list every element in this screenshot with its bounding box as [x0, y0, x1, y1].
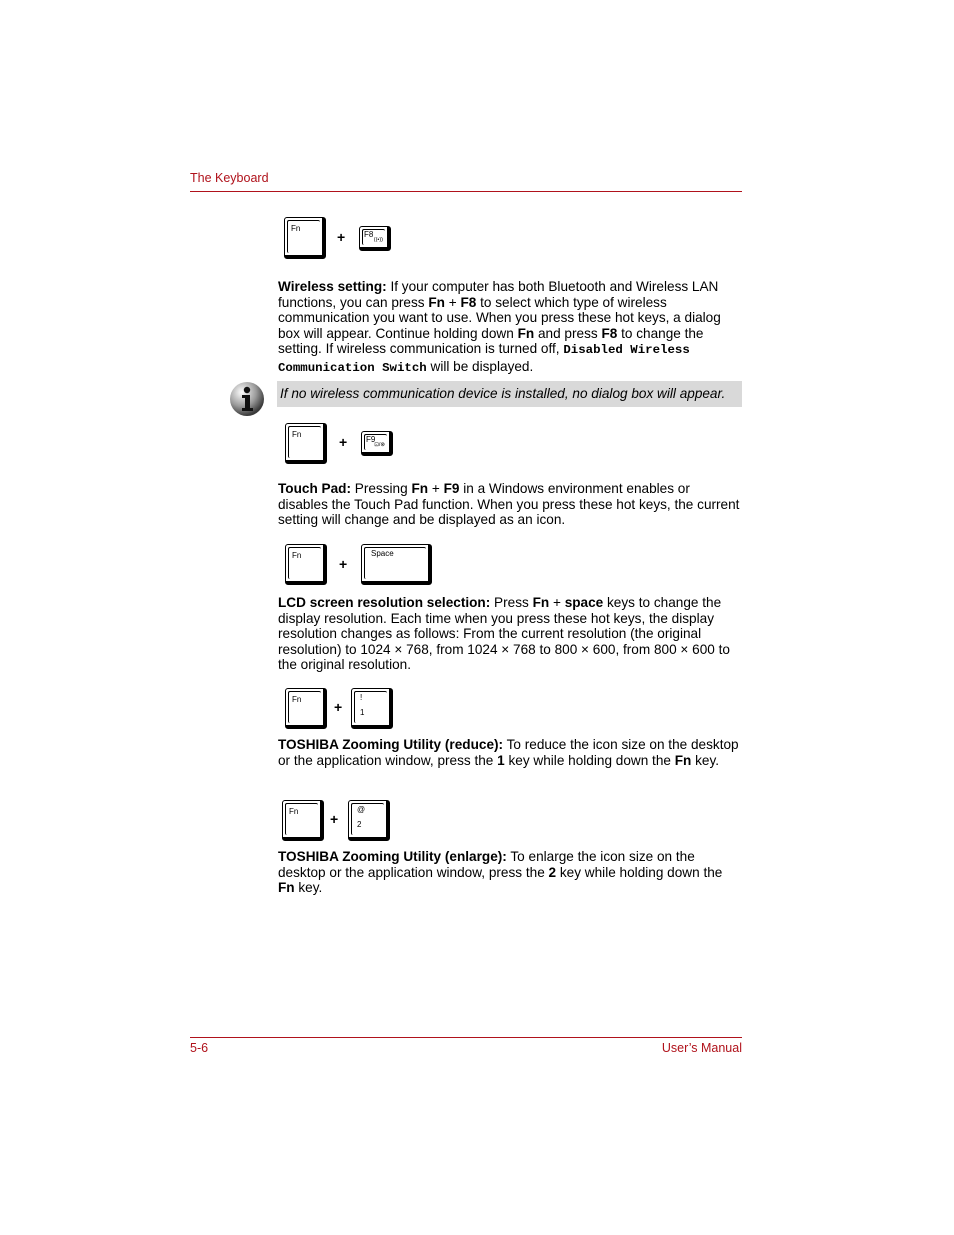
- header-rule: [190, 191, 742, 192]
- lcd-resolution-paragraph: LCD screen resolution selection: Press Fn + space keys to change the display resolution. Each time when you press these hot keys, the display resolution changes as follows: From the current resolution (the original resolution) to 1024 × 768, from 1024 × 768 to 800 × 600, from 800 × 600 to the original resolution.: [278, 595, 730, 673]
- running-header: The Keyboard: [190, 171, 269, 185]
- plus-sign: +: [330, 811, 339, 827]
- info-icon: [229, 381, 265, 417]
- touch-pad-paragraph: Touch Pad: Pressing Fn + F9 in a Windows environment enables or disables the Touch Pad function. When you press these hot keys, the current setting will change and be displayed as an icon.: [278, 481, 740, 528]
- space-key: Space: [361, 544, 432, 585]
- f8-key: F8 ((•)): [359, 226, 391, 251]
- one-key: ! 1: [351, 688, 393, 729]
- two-key: @ 2: [348, 800, 390, 841]
- fn-key: Fn: [282, 800, 324, 841]
- wireless-icon: ((•)): [373, 237, 383, 243]
- plus-sign: +: [339, 556, 348, 572]
- wireless-setting-paragraph: Wireless setting: If your computer has both Bluetooth and Wireless LAN functions, you can press Fn + F8 to select which type of wireless communication you want to use. When you press these hot keys, a dialog box will appear. Continue holding down Fn and press F8 to change the setting. If wireless communication is turned off, Disabled Wireless Communication Switch will be displayed.: [278, 279, 721, 375]
- touchpad-icon: ⊡/⊗: [374, 442, 385, 448]
- fn-key: Fn: [285, 688, 327, 729]
- plus-sign: +: [334, 699, 343, 715]
- fn-key: Fn: [285, 544, 327, 585]
- plus-sign: +: [337, 229, 346, 245]
- page-number: 5-6: [190, 1041, 209, 1055]
- manual-title: User’s Manual: [661, 1041, 742, 1055]
- zoom-enlarge-paragraph: TOSHIBA Zooming Utility (enlarge): To enlarge the icon size on the desktop or the application window, press the 2 key while holding down the Fn key.: [278, 849, 723, 896]
- note-box: If no wireless communication device is installed, no dialog box will appear.: [277, 381, 742, 407]
- footer-rule: [190, 1037, 742, 1038]
- fn-key: Fn: [285, 423, 327, 464]
- fn-key: Fn: [284, 217, 326, 259]
- plus-sign: +: [339, 434, 348, 450]
- zoom-reduce-paragraph: TOSHIBA Zooming Utility (reduce): To reduce the icon size on the desktop or the application window, press the 1 key while holding down the Fn key.: [278, 737, 739, 768]
- f9-key: F9 ⊡/⊗: [361, 431, 393, 456]
